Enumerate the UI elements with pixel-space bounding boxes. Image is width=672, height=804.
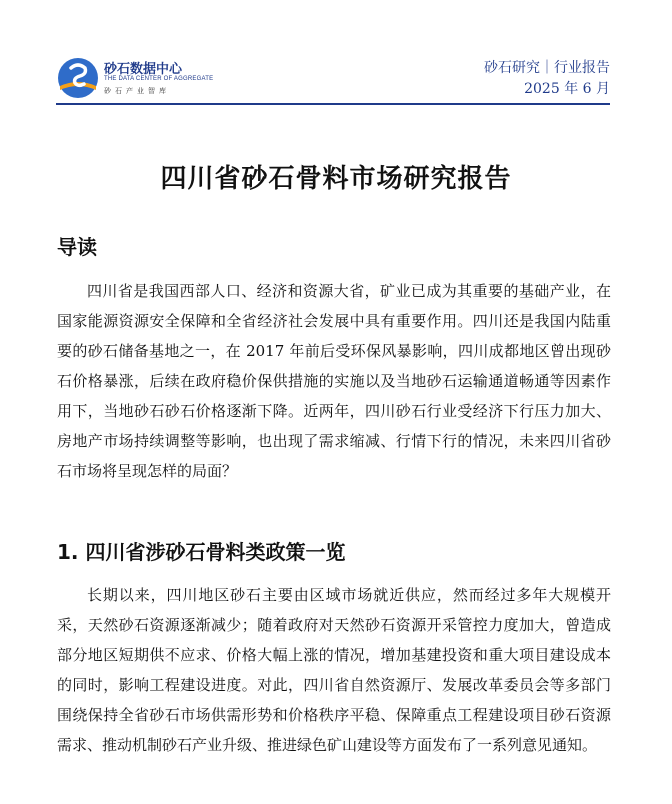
logo-tagline: 砂石产业智库 (104, 87, 170, 95)
section-heading-intro: 导读 (57, 235, 97, 259)
document-title: 四川省砂石骨料市场研究报告 (160, 164, 512, 194)
header-divider (56, 103, 610, 105)
page-header (0, 0, 672, 108)
section-heading-policy: 1. 四川省涉砂石骨料类政策一览 (57, 540, 346, 564)
logo-emblem-icon (56, 56, 100, 100)
section-paragraph-intro: 四川省是我国西部人口、经济和资源大省，矿业已成为其重要的基础产业，在国家能源资源安全保障和全省经济社会发展中具有重要作用。四川还是我国内陆重要的砂石储备基地之一，在 2017 年前后受环保风暴影响，四川成都地区曾出现砂石价格暴涨，后续在政府稳价保供措施的实施以及当地砂石运输通道畅通等因素作用下，当地砂石砂石价格逐渐下降。近两年，四川砂石行业受经济下行压力加大、房地产市场持续调整等影响，也出现了需求缩减、行情下行的情况，未来四川省砂石市场将呈现怎样的局面？ (57, 282, 611, 480)
report-category: 砂石研究｜行业报告 (484, 60, 610, 76)
logo-english-name: THE DATA CENTER OF AGGREGATE (104, 76, 214, 82)
report-date: 2025 年 6 月 (524, 81, 610, 97)
section-paragraph-policy: 长期以来，四川地区砂石主要由区域市场就近供应，然而经过多年大规模开采，天然砂石资源逐渐减少；随着政府对天然砂石资源开采管控力度加大，曾造成部分地区短期供不应求、价格大幅上涨的情况，增加基建投资和重大项目建设成本的同时，影响工程建设进度。对此，四川省自然资源厅、发展改革委员会等多部门围绕保持全省砂石市场供需形势和价格秩序平稳、保障重点工程建设项目砂石资源需求、推动机制砂石产业升级、推进绿色矿山建设等方面发布了一系列意见通知。 (57, 586, 611, 754)
company-logo (56, 56, 214, 100)
logo-chinese-name: 砂石数据中心 (104, 62, 183, 77)
header-meta (484, 58, 610, 100)
